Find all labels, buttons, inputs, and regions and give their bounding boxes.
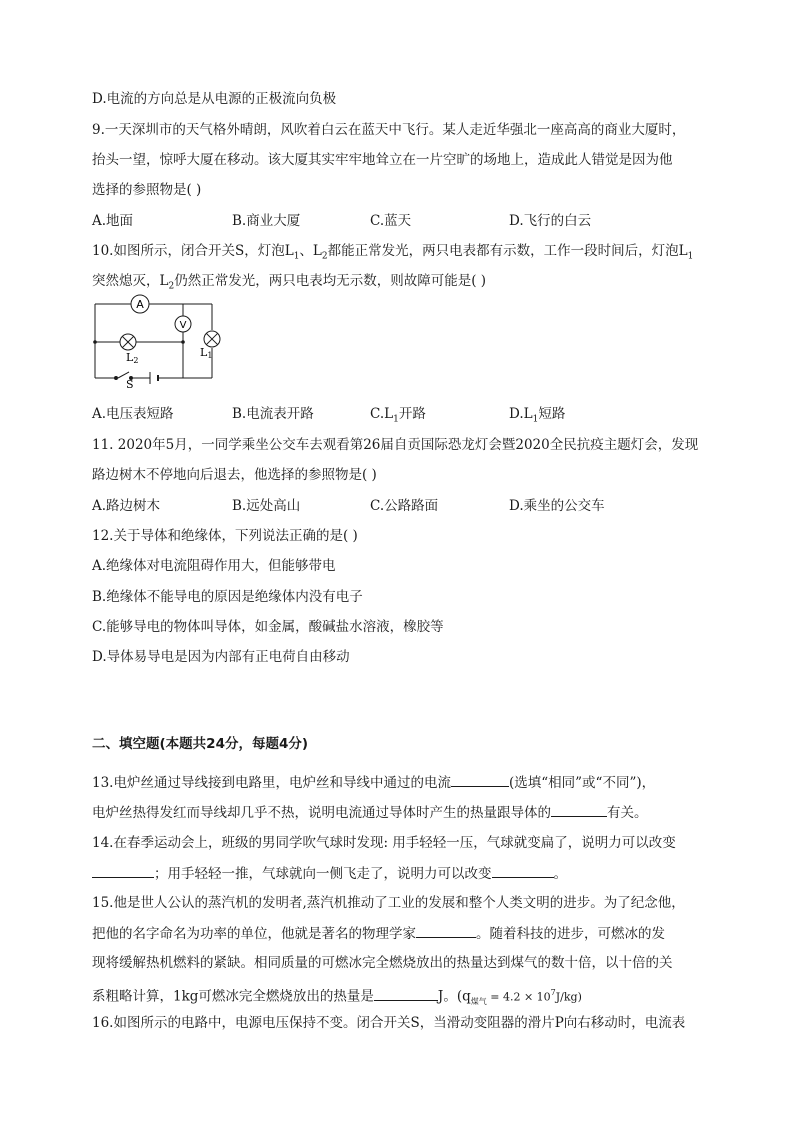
q10-text: C.L [370, 406, 394, 422]
q10-text: 短路 [538, 406, 566, 422]
sub: 2 [321, 251, 328, 262]
answer-blank[interactable] [374, 986, 438, 1001]
q15-text: = 4.2 × 10 [486, 990, 551, 1004]
q15-text: J。(q [437, 988, 471, 1005]
sup: 7 [550, 988, 556, 997]
q14-line2 [92, 863, 567, 884]
q16-line1: 16.如图所示的电路中，电源电压保持不变。闭合开关S，当滑动变阻器的滑片P向右移动时，电流表 [92, 1015, 686, 1031]
q9-line1: 9.一天深圳市的天气格外晴朗，风吹着白云在蓝天中飞行。某人走近华强北一座高高的商业大厦时， [92, 122, 686, 138]
q9-option-b: B.商业大厦 [232, 213, 301, 229]
lamp2-letter: L [126, 351, 134, 364]
q8-option-d: D.电流的方向总是从电源的正极流向负极 [92, 91, 337, 107]
q9-option-a: A.地面 [92, 213, 134, 229]
q10-text: 突然熄灭，L [92, 273, 169, 289]
q9-option-c: C.蓝天 [370, 213, 412, 229]
q11-line2: 路边树木不停地向后退去，他选择的参照物是( ) [92, 467, 377, 483]
q11-option-d: D.乘坐的公交车 [509, 498, 605, 514]
q15-line1: 15.他是世人公认的蒸汽机的发明者,蒸汽机推动了工业的发展和整个人类文明的进步。为了纪念他， [92, 895, 685, 911]
q12-option-a: A.绝缘体对电流阻碍作用大，但能够带电 [92, 558, 336, 574]
q12-option-c: C.能够导电的物体叫导体，如金属，酸碱盐水溶液，橡胶等 [92, 619, 444, 635]
answer-blank[interactable] [416, 923, 476, 938]
q10-line1 [92, 241, 693, 267]
q10-option-d [509, 404, 565, 430]
answer-blank[interactable] [451, 772, 509, 787]
q15-line2 [92, 923, 665, 944]
q15-text: 。随着科技的进步，可燃冰的发 [476, 926, 665, 942]
q10-option-c [370, 404, 426, 430]
q10-text: 、L [299, 243, 322, 259]
lamp2-sub: 2 [133, 356, 139, 365]
voltmeter-label: V [179, 320, 187, 331]
lamp1-label [200, 346, 212, 360]
q13-text: (选填“相同”或“不同”)， [508, 775, 656, 791]
answer-blank[interactable] [551, 802, 607, 817]
circuit-diagram [88, 292, 228, 388]
q11-line1: 11. 2020年5月，一同学乘坐公交车去观看第26届自贡国际恐龙灯会暨2020全民抗疫主题灯会，发现 [92, 437, 699, 453]
q14-text: 。 [553, 866, 567, 882]
q11-option-a: A.路边树木 [92, 498, 161, 514]
q10-text: 10.如图所示，闭合开关S，灯泡L [92, 243, 294, 259]
q10-option-b: B.电流表开路 [232, 406, 314, 422]
q12-option-b: B.绝缘体不能导电的原因是绝缘体内没有电子 [92, 589, 363, 605]
q10-text: D.L [509, 406, 533, 422]
ammeter-label: A [136, 298, 144, 311]
answer-blank[interactable] [92, 863, 154, 878]
q15-text: J/kg) [555, 990, 582, 1004]
q14-line1: 14.在春季运动会上，班级的男同学吹气球时发现: 用手轻轻一压，气球就变扁了，说明力可以改变 [92, 835, 676, 851]
lamp1-letter: L [200, 346, 208, 359]
sub: 1 [532, 414, 539, 425]
q13-text: 13.电炉丝通过导线接到电路里，电炉丝和导线中通过的电流 [92, 775, 451, 791]
q9-line3: 选择的参照物是( ) [92, 182, 202, 198]
sub: 2 [168, 281, 175, 292]
lamp2-label [126, 351, 138, 365]
q9-option-d: D.飞行的白云 [509, 213, 592, 229]
q10-option-a: A.电压表短路 [92, 406, 174, 422]
q13-line2 [92, 802, 648, 823]
q10-text: 都能正常发光，两只电表都有示数，工作一段时间后，灯泡L [327, 243, 688, 259]
q12-option-d: D.导体易导电是因为内部有正电荷自由移动 [92, 649, 350, 665]
section2-title: 二、填空题(本题共24分，每题4分) [92, 736, 309, 752]
sub: 1 [293, 251, 300, 262]
q9-line2: 抬头一望，惊呼大厦在移动。该大厦其实牢牢地耸立在一片空旷的场地上，造成此人错觉是因为他 [92, 152, 673, 168]
q11-option-b: B.远处高山 [232, 498, 301, 514]
q15-text: 系粗略计算，1kg可燃冰完全燃烧放出的热量是 [92, 988, 374, 1005]
q15-line4 [92, 983, 582, 1012]
sub: 煤气 [470, 997, 487, 1007]
q13-line1 [92, 772, 655, 793]
q11-option-c: C.公路路面 [370, 498, 439, 514]
lamp1-sub: 1 [207, 351, 213, 360]
switch-label: S [126, 378, 134, 388]
answer-blank[interactable] [492, 863, 554, 878]
q14-text: ；用手轻轻一推，气球就向一侧飞走了，说明力可以改变 [154, 866, 492, 882]
q10-text: 仍然正常发光，两只电表均无示数，则故障可能是( ) [174, 273, 487, 289]
sub: 1 [393, 414, 399, 425]
q13-text: 有关。 [607, 805, 648, 821]
q13-text: 电炉丝热得发红而导线却几乎不热，说明电流通过导体时产生的热量跟导体的 [92, 805, 551, 821]
q12-line1: 12.关于导体和绝缘体，下列说法正确的是( ) [92, 528, 358, 544]
q15-text: 把他的名字命名为功率的单位，他就是著名的物理学家 [92, 926, 416, 942]
q15-line3: 现将缓解热机燃料的紧缺。相同质量的可燃冰完全燃烧放出的热量达到煤气的数十倍，以十倍的关 [92, 955, 673, 971]
q10-text: 开路 [398, 406, 426, 422]
sub: 1 [687, 251, 694, 262]
